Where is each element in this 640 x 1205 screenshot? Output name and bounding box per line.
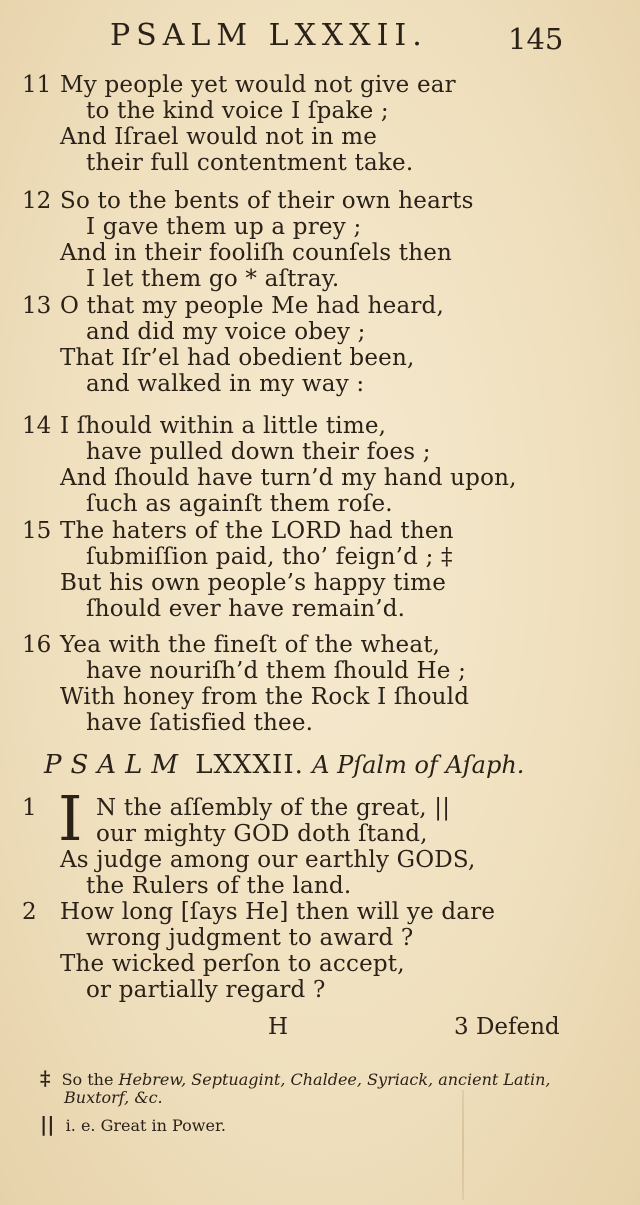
paper-crease — [462, 1090, 464, 1200]
psalm-word: PSALM — [44, 750, 187, 780]
verse-line: ſhould ever have remain’d. — [86, 596, 406, 622]
footnote-mark: || — [40, 1112, 55, 1136]
psalm-number: LXXXII. — [195, 750, 304, 780]
verse-line: I ſhould within a little time, — [60, 413, 387, 439]
verse-number: 15 — [22, 518, 52, 544]
verse-line: How long [ſays He] then will ye dare — [60, 899, 496, 925]
verse-number: 11 — [22, 72, 52, 98]
verse-line: But his own people’s happy time — [60, 570, 447, 596]
verse-line: ſuch as againſt them roſe. — [86, 491, 393, 517]
page-number: 145 — [508, 22, 564, 56]
verse-line: to the kind voice I ſpake ; — [86, 98, 389, 124]
verse-line: and did my voice obey ; — [86, 319, 366, 345]
verse-line: wrong judgment to award ? — [86, 925, 414, 951]
footnote-1-continued — [64, 1088, 163, 1107]
verse-line: have ſatisfied thee. — [86, 710, 314, 736]
verse-line: O that my people Me had heard, — [60, 293, 444, 319]
verse-line: Yea with the fineſt of the wheat, — [60, 632, 441, 658]
verse-number: 16 — [22, 632, 52, 658]
footnote-2 — [40, 1112, 226, 1136]
verse-line: have pulled down their foes ; — [86, 439, 431, 465]
footnote-divider — [40, 1052, 560, 1053]
verse-line: The wicked perſon to accept, — [60, 951, 405, 977]
verse-line: My people yet would not give ear — [60, 72, 456, 98]
verse-line: N the aſſembly of the great, || — [96, 795, 451, 821]
catchword: 3 Defend — [454, 1014, 560, 1040]
verse-line: And Iſrael would not in me — [60, 124, 378, 150]
verse-line: The haters of the LORD had then — [60, 518, 454, 544]
footnote-lead: So the — [61, 1070, 114, 1089]
drop-cap: I — [58, 782, 83, 855]
verse-line: And in their fooliſh counſels then — [60, 240, 453, 266]
psalm-heading — [44, 750, 524, 780]
verse-number: 13 — [22, 293, 52, 319]
verse-line: and walked in my way : — [86, 371, 365, 397]
verse-line: And ſhould have turn’d my hand upon, — [60, 465, 517, 491]
footnote-sources-continued: Buxtorf, &c. — [64, 1088, 163, 1107]
signature-mark: H — [268, 1014, 289, 1040]
verse-line: I let them go * aſtray. — [86, 266, 340, 292]
verse-line: I gave them up a prey ; — [86, 214, 362, 240]
psalm-dedication: A Pſalm of Aſaph. — [312, 751, 525, 779]
verse-line: have nouriſh’d them ſhould He ; — [86, 658, 467, 684]
running-head: PSALM LXXXII. — [110, 18, 428, 53]
footnote-mark: ‡ — [40, 1066, 51, 1090]
verse-line: or partially regard ? — [86, 977, 326, 1003]
verse-number: 1 — [22, 795, 37, 821]
verse-line: As judge among our earthly GODS, — [60, 847, 476, 873]
verse-line: With honey from the Rock I ſhould — [60, 684, 470, 710]
verse-number: 14 — [22, 413, 52, 439]
verse-line: So to the bents of their own hearts — [60, 188, 474, 214]
verse-line: their full contentment take. — [86, 150, 414, 176]
verse-number: 12 — [22, 188, 52, 214]
verse-line: the Rulers of the land. — [86, 873, 352, 899]
footnote-text: i. e. Great in Power. — [65, 1116, 226, 1135]
footnote-1 — [40, 1066, 551, 1090]
footnote-sources: Hebrew, Septuagint, Chaldee, Syriack, ancient Latin, — [118, 1070, 551, 1089]
verse-line: our mighty GOD doth ſtand, — [96, 821, 428, 847]
verse-line: That Iſr’el had obedient been, — [60, 345, 415, 371]
verse-number: 2 — [22, 899, 37, 925]
verse-line: ſubmiſſion paid, tho’ feign’d ; ‡ — [86, 544, 453, 570]
